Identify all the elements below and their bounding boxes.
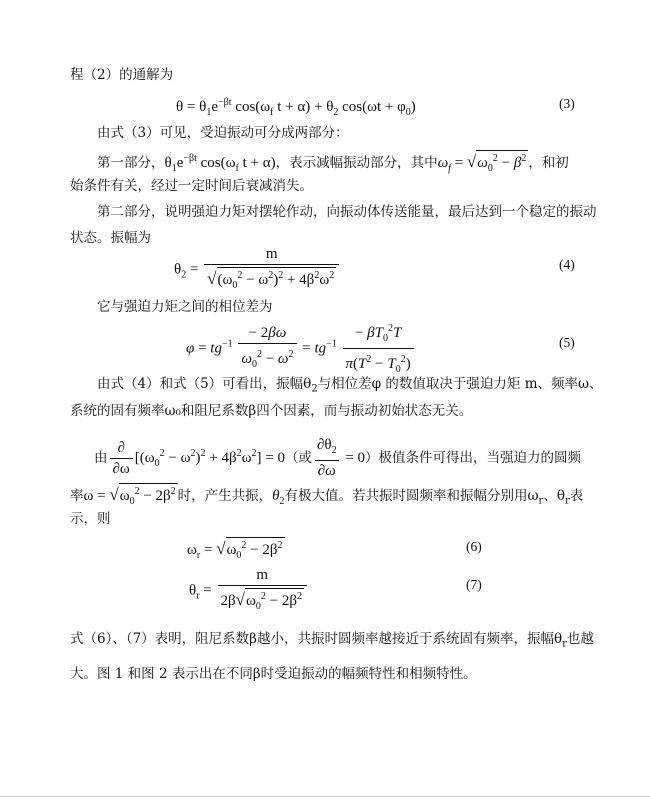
equation-number-3: (3) xyxy=(559,96,575,111)
text: 有极大值。若共振时圆频率和振幅分别用ω xyxy=(284,488,539,504)
text: 与相位差φ 的数值取决于强迫力矩 m、频率ω、 xyxy=(317,376,603,392)
equation-6: $\omega_r = √\omega_0^2 - 2\beta^2$ xyxy=(187,537,285,565)
paragraph-line-1 xyxy=(70,66,173,84)
text: 也越 xyxy=(566,631,594,647)
equation-5: $\varphi = tg^{-1}$ $\frac{- 2\beta\omega}{\omega_0^2 - \omega^2}$ = $tg^{-1}$ $\frac{- \beta T_0^2T}{\pi(T^2 - T_0^2)}$ xyxy=(186,320,416,378)
text: 大。图 1 和图 2 表示出在不同β时受迫振动的幅频特性和相频特性。 xyxy=(70,666,477,682)
paragraph-line-3: 第一部分，$\theta_1e^{-\beta t}$ $\cos(\omega_f$ t + α)，表示减幅振动部分，其中$\omega_f = √\omega_0^2 - \beta^2$ ，和初 xyxy=(97,150,569,178)
text: 、θ xyxy=(543,488,565,504)
paragraph-line-4 xyxy=(70,177,313,195)
equation-number-6: (6) xyxy=(466,539,482,554)
equation-4: $\theta_2$ = $\frac{m}{√(\omega_0^2 - \omega^2)^2 + 4\beta^2\omega^2}$ xyxy=(174,246,341,294)
paragraph-line-7 xyxy=(97,298,273,316)
equation-number-5: (5) xyxy=(559,335,575,350)
paragraph-line-5 xyxy=(97,203,597,221)
text: 由式（3）可见，受迫振动可分成两部分： xyxy=(97,125,349,141)
text: ，表示减幅振动部分，其中 xyxy=(275,155,438,171)
text: 由 xyxy=(94,449,108,466)
text: 它与强迫力矩之间的相位差为 xyxy=(97,299,273,315)
text: 率 xyxy=(70,488,84,504)
text: （或 xyxy=(284,449,312,466)
page-bottom-rule xyxy=(0,796,650,797)
paragraph-line-8: 由式（4）和式（5）可看出，振幅$\theta_2$与相位差φ 的数值取决于强迫力矩 m、频率ω、 xyxy=(97,376,603,395)
text: 示，则 xyxy=(70,511,111,527)
paragraph-line-10: 由 $\frac{\partial}{\partial\omega}$ $[(\omega_0^2 - \omega^2)^2 + 4\beta^2\omega^2] = 0$（或 $\frac{\partial\theta_2}{\partial\omega}$ = 0）极值条件可得出，当强迫力的圆频 xyxy=(94,437,582,479)
text: 状态。振幅为 xyxy=(70,230,151,246)
equation-7: $\theta_r$ = $\frac{m}{2\beta√\omega_0^2 - 2\beta^2}$ xyxy=(189,567,309,615)
paragraph-line-6 xyxy=(70,229,151,247)
equation-number-7: (7) xyxy=(466,577,482,592)
text: 第一部分， xyxy=(97,155,165,171)
paragraph-line-11: 率$\omega = √\omega_0^2 - 2\beta^2$ 时，产生共振，$\theta_2$有极大值。若共振时圆频率和振幅分别用$\omega_r$、$\theta_r$表 xyxy=(70,483,583,511)
paragraph-line-14 xyxy=(70,665,477,683)
text: 式（6）、（7）表明，阻尼系数β越小，共振时圆频率越接近于系统固有频率，振幅θ xyxy=(70,631,563,647)
text: 表 xyxy=(569,488,584,504)
equation-number-4: (4) xyxy=(559,257,575,272)
paragraph-line-9 xyxy=(70,402,472,420)
paragraph-line-2 xyxy=(97,124,349,142)
text: 由式（4）和式（5）可看出，振幅θ xyxy=(97,376,312,392)
text: 程（2）的通解为 xyxy=(70,67,174,83)
paragraph-line-12 xyxy=(70,510,111,528)
text: 第二部分，说明强迫力矩对摆轮作动，向振动体传送能量，最后达到一个稳定的振动 xyxy=(97,204,597,220)
text: 时，产生共振， xyxy=(177,488,273,504)
text: ）极值条件可得出，当强迫力的圆频 xyxy=(365,449,582,466)
text: ，和初 xyxy=(528,155,569,171)
paragraph-line-13: 式（6）、（7）表明，阻尼系数β越小，共振时圆频率越接近于系统固有频率，振幅$\theta_r$也越 xyxy=(70,631,594,650)
text: 系统的固有频率ω₀和阻尼系数β四个因素，而与振动初始状态无关。 xyxy=(70,403,473,419)
equation-3: $\theta = \theta_1e^{-\beta t}$ $\cos(\omega_f$ $t + \alpha) + \theta_2$ $\cos(\omega t + \varphi_0)$ xyxy=(176,97,416,118)
text: 始条件有关，经过一定时间后衰减消失。 xyxy=(70,178,313,194)
